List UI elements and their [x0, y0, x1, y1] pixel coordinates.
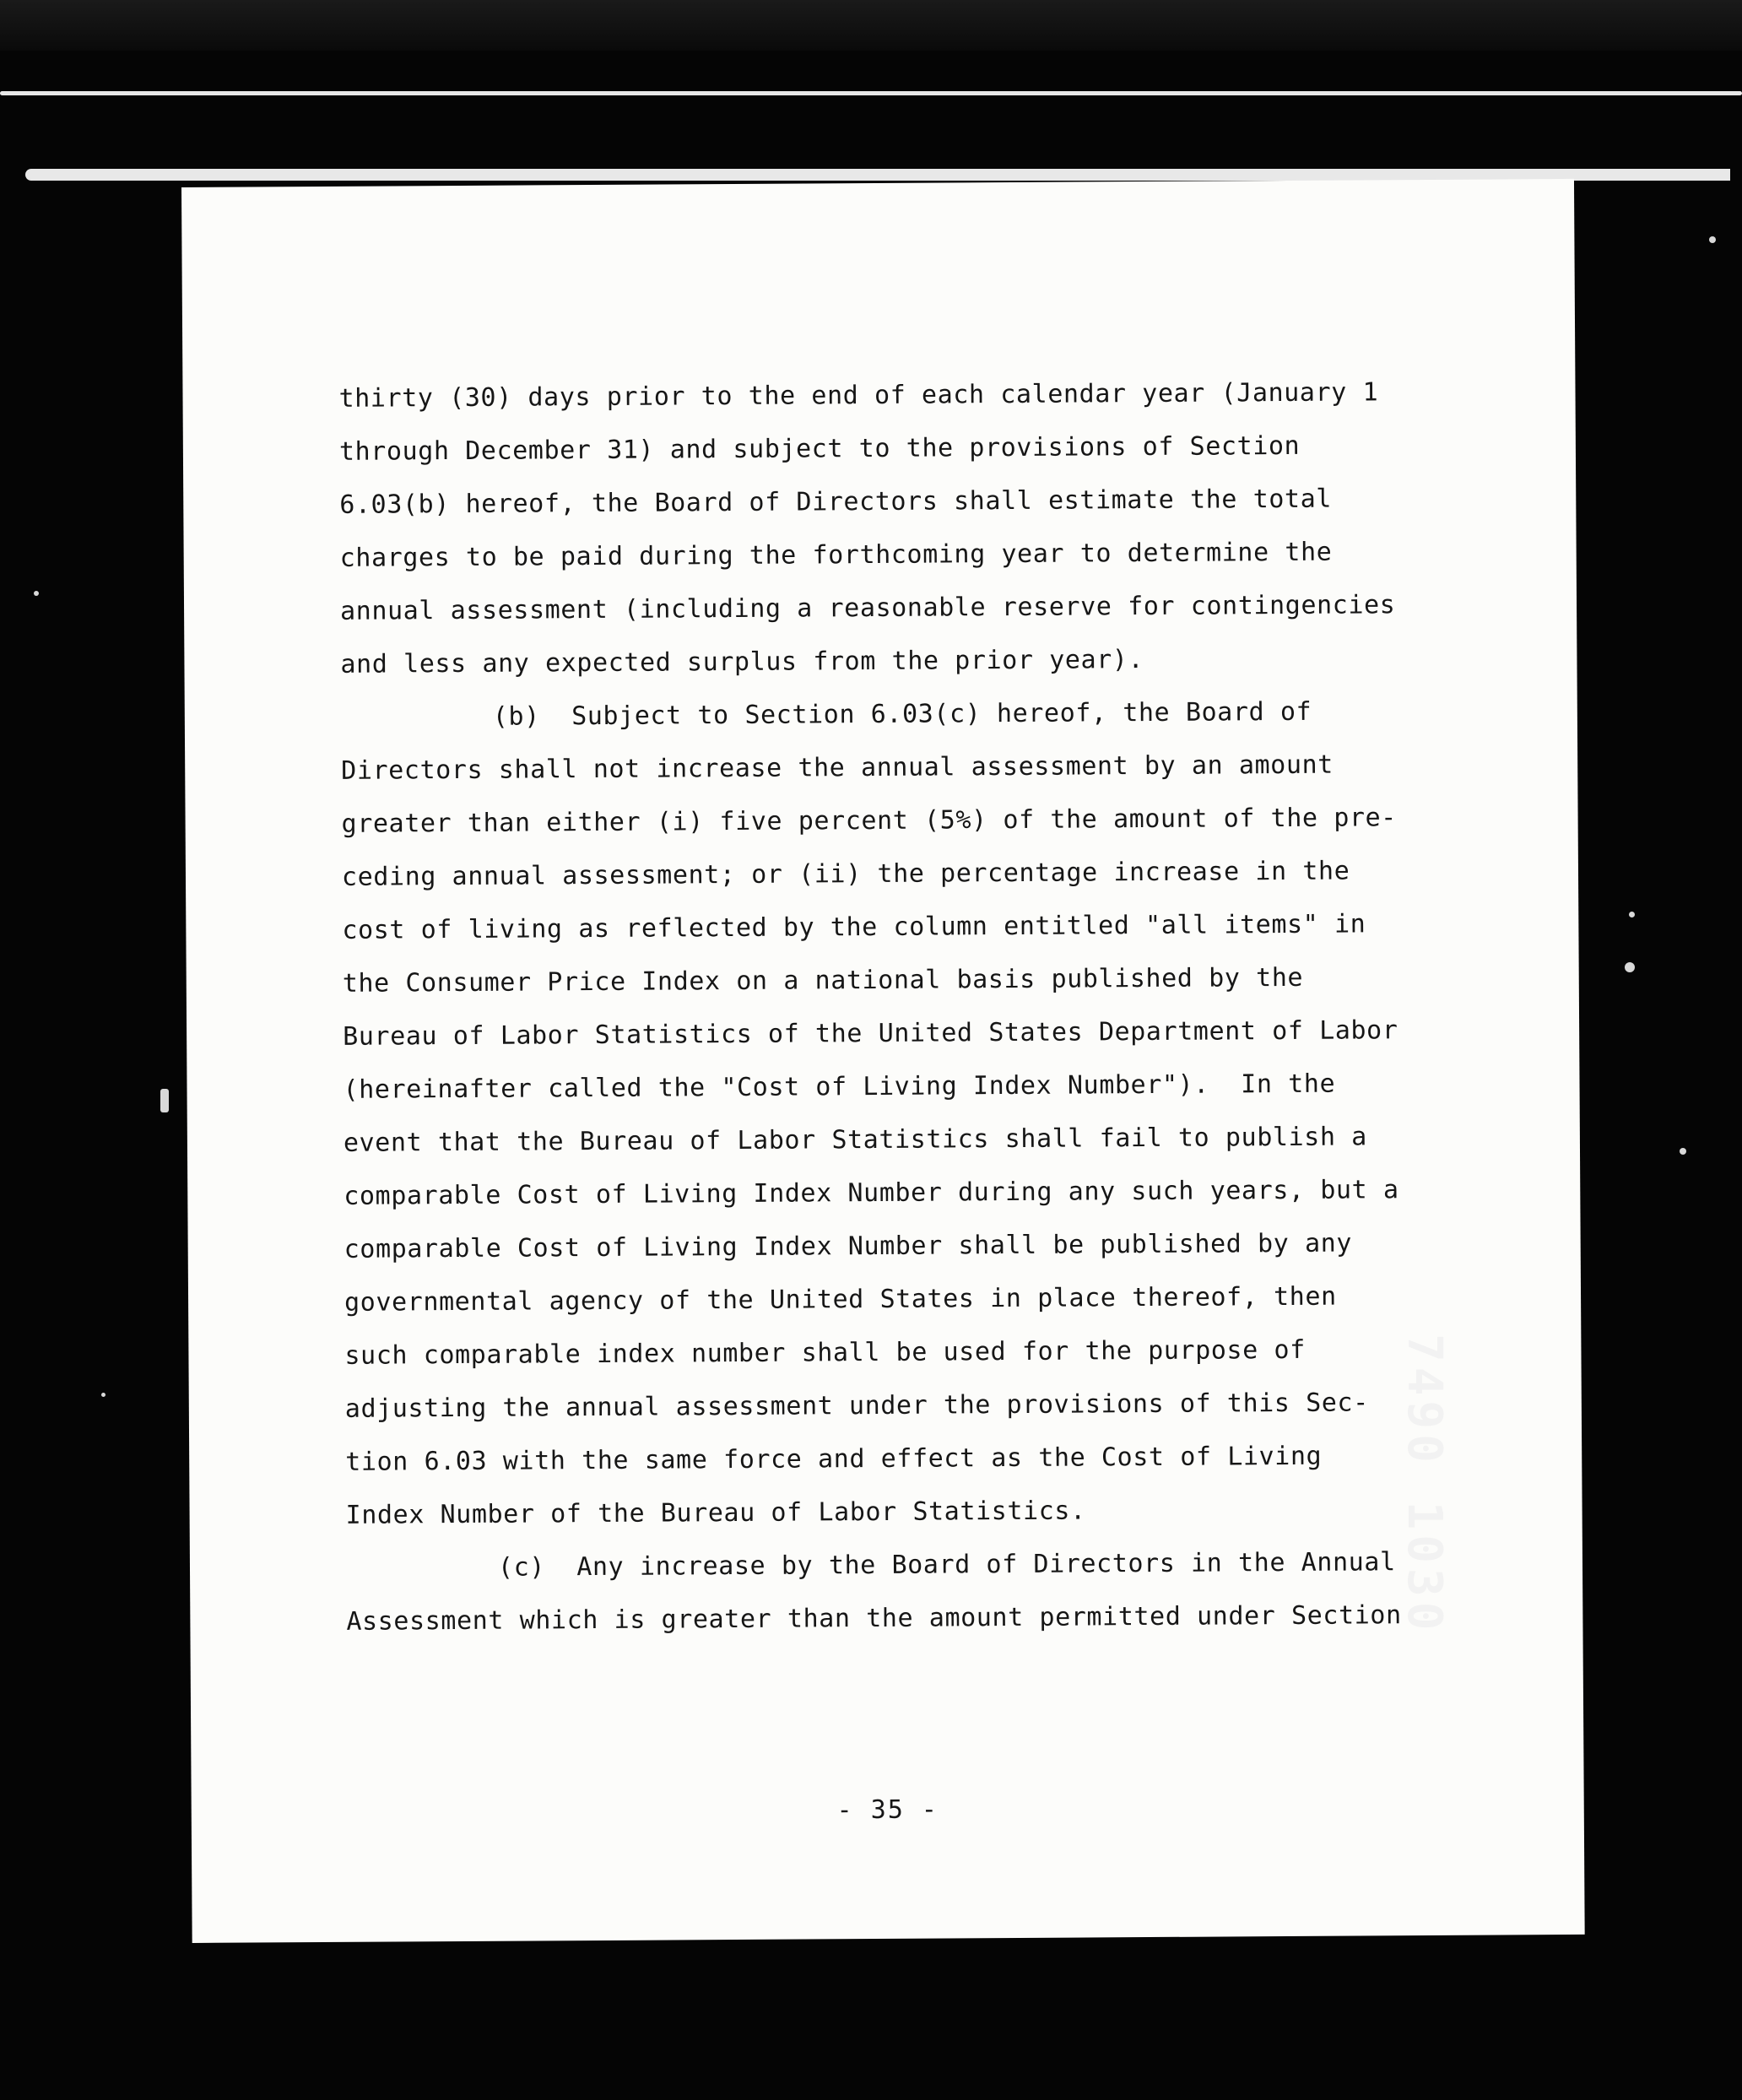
paragraph-continuation: thirty (30) days prior to the end of each calendar year (January 1 through December 31) and subject to the provisions of Section 6.03(b) hereof, the Board of Directors shall estimate the total charges to be paid during the forthcoming year to determine the annual assessment (including a reasonable reserve for contingencies and less any expected surplus from the prior year).	[338, 377, 1396, 679]
page-number: - 35 -	[836, 1794, 939, 1826]
scan-speck	[101, 1393, 105, 1397]
scan-edge-line	[0, 91, 1742, 95]
scan-top-edge	[0, 0, 1742, 51]
scan-speck	[1629, 912, 1635, 917]
scan-speck	[1680, 1148, 1686, 1155]
scan-speck	[34, 591, 39, 596]
scan-speck	[1625, 962, 1635, 972]
paragraph-b: (b) Subject to Section 6.03(c) hereof, the Board of Directors shall not increase the annual assessment by an amount greater than either (i) five percent (5%) of the amount of the pre- ceding annual assessment; or (ii) the percentage increase in the cost of living as reflected by the column entitled "all items" in the Consumer Price Index on a national basis published by the Bureau of Labor Statistics of the United States Department of Labor (hereinafter called the "Cost of Living Index Number"). In the event that the Bureau of Labor Statistics shall fail to publish a comparable Cost of Living Index Number during any such years, but a comparable Cost of Living Index Number shall be published by any governmental agency of the United States in place thereof, then such comparable index number shall be used for the purpose of adjusting the annual assessment under the provisions of this Sec- tion 6.03 with the same force and effect as the Cost of Living Index Number of the Bureau of Labor Statistics.	[341, 696, 1399, 1530]
body-text	[338, 365, 1519, 1648]
scan-speck	[160, 1089, 169, 1112]
scan-speck	[1709, 236, 1716, 243]
paragraph-c: (c) Any increase by the Board of Directors in the Annual Assessment which is greater than the amount permitted under Section	[346, 1547, 1402, 1637]
document-page	[181, 179, 1585, 1943]
margin-stamp: 7490 1030	[1397, 1334, 1452, 1636]
